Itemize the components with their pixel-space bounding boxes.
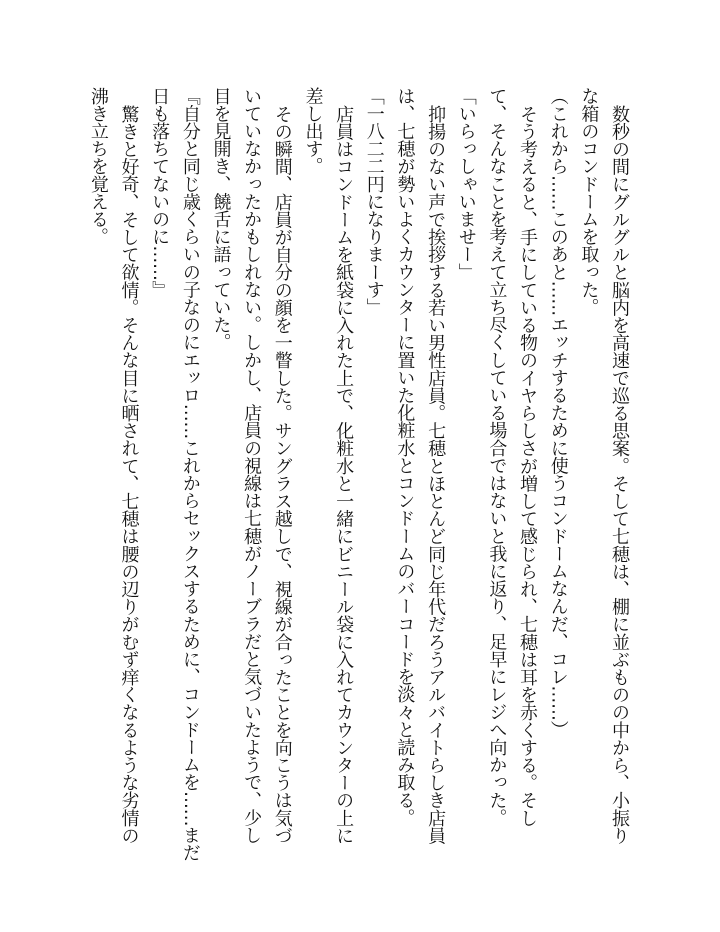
- text-line: 抑揚のない声で挨拶する若い男性店員。七穂とほとんど同じ年代だろうアルバイトらしき店員: [425, 104, 447, 844]
- paragraph-3: [481, 87, 542, 857]
- text-line: そう考えると、手にしている物のイヤらしさが増して感じられ、七穂は耳を赤くする。そし: [517, 104, 539, 827]
- text-line: 「いらっしゃいませー」: [455, 87, 477, 281]
- paragraph-7: [297, 87, 358, 857]
- text-line: 差し出す。: [302, 87, 324, 176]
- text-line: 数秒の間にグルグルと脳内を高速で巡る思案。そして七穂は、棚に並ぶものの中から、小振り: [609, 104, 630, 844]
- paragraph-6-dialogue: [358, 87, 389, 857]
- text-line: 驚きと好奇、そして欲情。そんな目に晒されて、七穂は腰の辺りがむず痒くなるような劣情の: [118, 104, 140, 844]
- text-line: て、そんなことを考えて立ち尽くしている場合ではないと我に返り、足早にレジへ向かった。: [486, 87, 508, 827]
- text-line: 「一八二二円になりまーす」: [363, 87, 385, 316]
- text-line: 沸き立ちを覚える。: [87, 87, 109, 246]
- text-line: 店員はコンドームを紙袋に入れた上で、化粧水と一緒にビニール袋に入れてカウンターの上に: [333, 104, 355, 844]
- paragraph-1: [573, 87, 634, 857]
- paragraph-8: [205, 87, 297, 857]
- paragraph-5: [389, 87, 450, 857]
- text-line: 『自分と同じ歳くらいの子なのにエッロ……これからセックスするために、コンドームを……まだ: [179, 87, 201, 862]
- paragraph-2-thought: [542, 87, 573, 857]
- text-line: いていなかったかもしれない。しかし、店員の視線は七穂がノーブラだと気づいたようで、少し: [241, 87, 263, 844]
- text-line: は、七穂が勢いよくカウンターに置いた化粧水とコンドームのバーコードを淡々と読み取る。: [394, 87, 416, 827]
- text-line: 日も落ちてないのに……』: [149, 87, 171, 299]
- vertical-text-body: [82, 87, 634, 862]
- text-line: （これから……このあと……エッチするために使うコンドームなんだ、コレ……）: [547, 87, 569, 739]
- text-line: 目を見開き、饒舌に語っていた。: [210, 87, 232, 352]
- text-line: その瞬間、店員が自分の顔を一瞥した。サングラス越しで、視線が合ったことを向こうは気づ: [271, 104, 293, 844]
- paragraph-10: [82, 87, 143, 857]
- paragraph-4-dialogue: [450, 87, 481, 857]
- text-line: な箱のコンドームを取った。: [578, 87, 600, 316]
- paragraph-9-inner-voice: [144, 87, 205, 862]
